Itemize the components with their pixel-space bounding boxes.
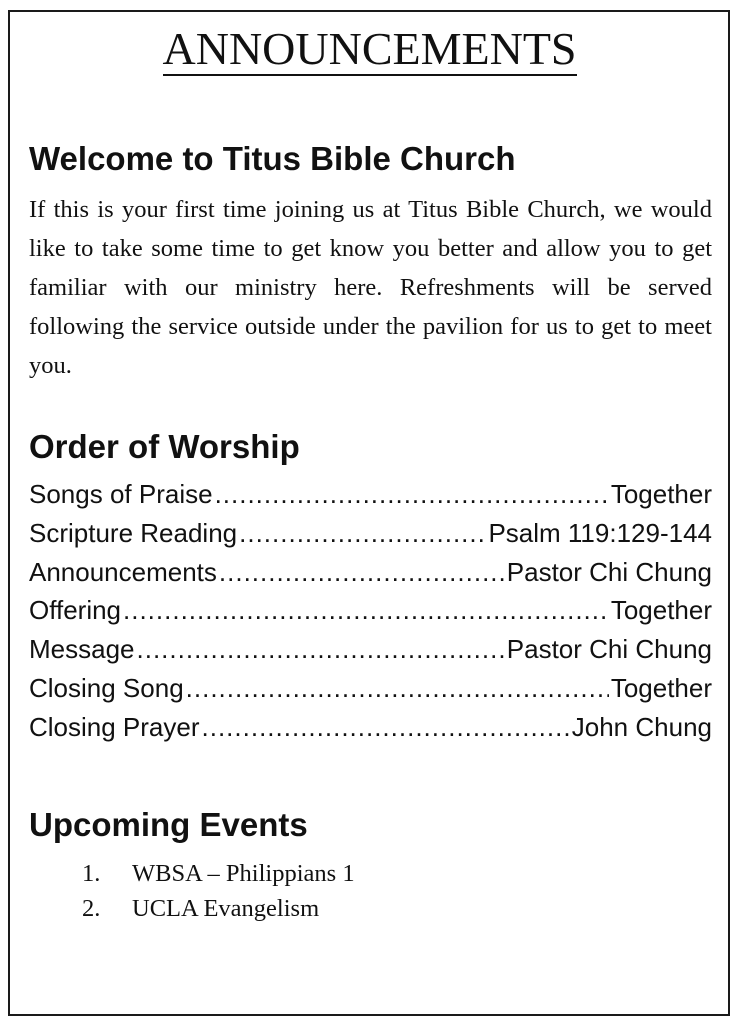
order-of-worship-heading: Order of Worship xyxy=(29,428,300,465)
worship-row xyxy=(29,634,712,673)
page-title xyxy=(0,23,739,74)
dot-leader xyxy=(239,518,486,549)
worship-item: Closing Song xyxy=(29,672,184,703)
worship-item: Announcements xyxy=(29,556,217,587)
dot-leader xyxy=(202,712,570,743)
worship-leader: Pastor Chi Chung xyxy=(506,556,712,587)
dot-leader xyxy=(186,673,609,704)
event-text: UCLA Evangelism xyxy=(132,895,320,922)
dot-leader xyxy=(123,595,609,626)
order-of-worship-list xyxy=(29,479,712,751)
worship-leader: Pastor Chi Chung xyxy=(506,634,712,665)
worship-leader: Together xyxy=(610,479,712,509)
worship-row xyxy=(29,673,712,712)
worship-row xyxy=(29,479,712,518)
dot-leader xyxy=(215,479,609,510)
worship-leader: Together xyxy=(610,595,712,626)
worship-row xyxy=(29,595,712,634)
upcoming-events-heading: Upcoming Events xyxy=(29,806,308,843)
worship-row xyxy=(29,712,712,751)
welcome-body: If this is your first time joining us at Titus Bible Church, we would like to take some time to get know you better and allow you to get familiar with our ministry here. Refreshments will be served following the service outside under the pavilion for us to get to meet you. xyxy=(29,196,712,379)
upcoming-events-list xyxy=(82,856,355,926)
dot-leader xyxy=(219,557,505,588)
worship-item: Closing Prayer xyxy=(29,711,200,742)
worship-leader: Psalm 119:129-144 xyxy=(488,517,712,548)
event-item xyxy=(82,856,355,891)
worship-item: Songs of Praise xyxy=(29,479,213,509)
dot-leader xyxy=(137,634,505,665)
page-title-text: ANNOUNCEMENTS xyxy=(162,23,577,74)
worship-row xyxy=(29,518,712,557)
worship-item: Message xyxy=(29,634,135,665)
worship-item: Offering xyxy=(29,595,122,626)
welcome-heading: Welcome to Titus Bible Church xyxy=(29,140,516,177)
event-item xyxy=(82,891,355,926)
worship-item: Scripture Reading xyxy=(29,517,238,548)
event-number: 2. xyxy=(82,895,101,922)
event-number: 1. xyxy=(82,860,101,887)
worship-leader: John Chung xyxy=(571,711,712,742)
worship-leader: Together xyxy=(610,672,712,703)
worship-row xyxy=(29,557,712,596)
event-text: WBSA – Philippians 1 xyxy=(132,860,355,887)
